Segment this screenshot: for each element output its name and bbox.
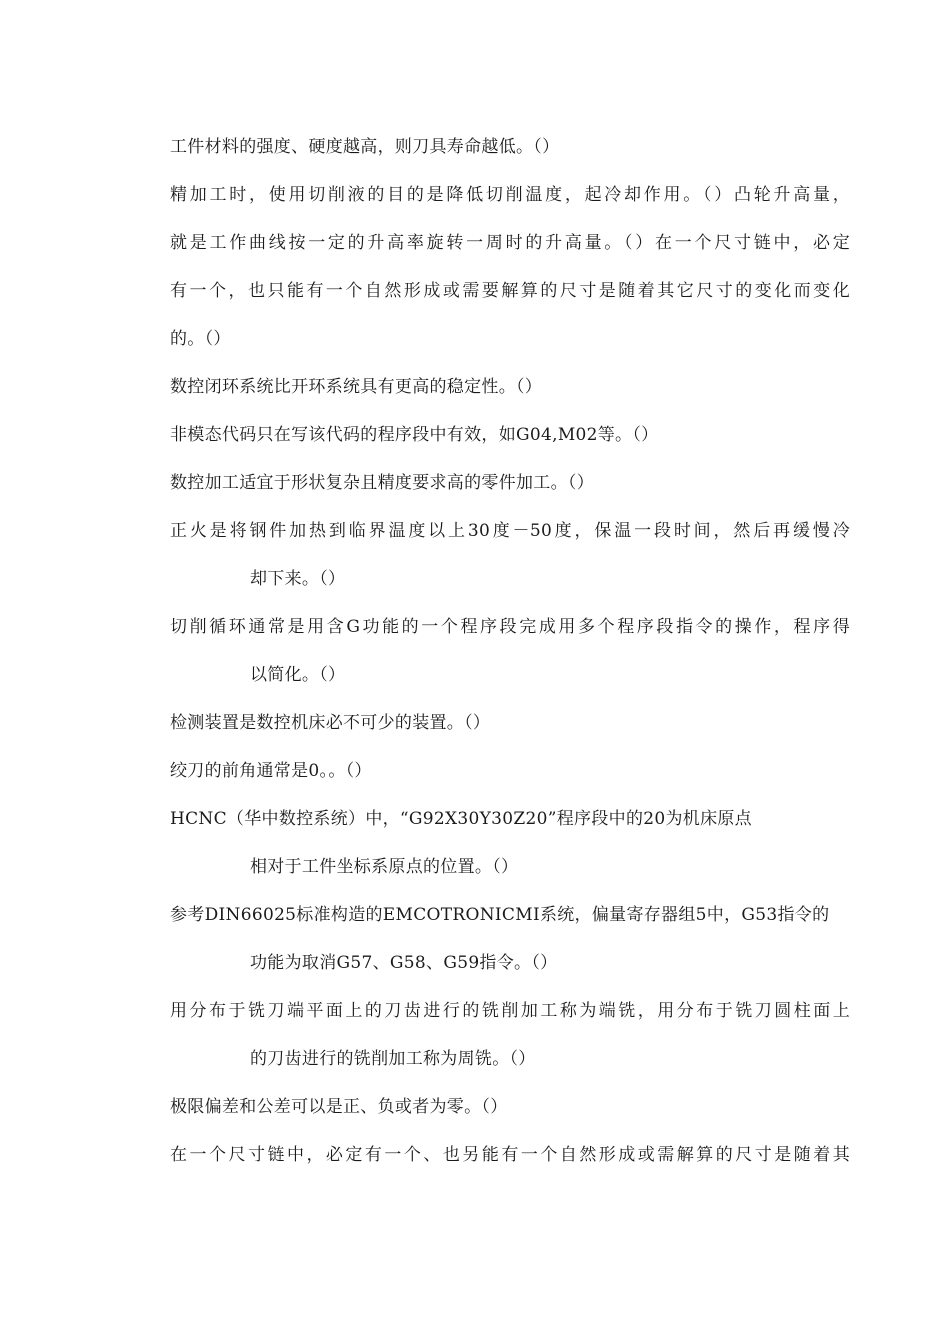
text-line-10: 却下来。（） xyxy=(250,569,346,589)
text-line-6: 数控闭环系统比开环系统具有更高的稳定性。（） xyxy=(170,377,543,397)
text-line-3: 就是工作曲线按一定的升高率旋转一周时的升高量。（）在一个尺寸链中，必定 xyxy=(170,233,850,253)
text-line-17: 参考DIN66025标准构造的EMCOTRONICMI系统，偏量寄存器组5中，G53指令的 xyxy=(170,905,830,925)
text-line-9: 正火是将钢件加热到临界温度以上30度－50度，保温一段时间，然后再缓慢冷 xyxy=(170,521,850,541)
text-line-19: 用分布于铣刀端平面上的刀齿进行的铣削加工称为端铣，用分布于铣刀圆柱面上 xyxy=(170,1001,850,1021)
text-line-20: 的刀齿进行的铣削加工称为周铣。（） xyxy=(250,1049,536,1069)
text-line-18: 功能为取消G57、G58、G59指令。（） xyxy=(250,953,558,973)
text-line-13: 检测装置是数控机床必不可少的装置。（） xyxy=(170,713,491,733)
text-line-8: 数控加工适宜于形状复杂且精度要求高的零件加工。（） xyxy=(170,473,594,493)
text-line-5: 的。（） xyxy=(170,329,231,349)
text-line-11: 切削循环通常是用含G功能的一个程序段完成用多个程序段指令的操作，程序得 xyxy=(170,617,850,637)
text-line-14: 绞刀的前角通常是0。。（） xyxy=(170,761,372,781)
text-line-16: 相对于工件坐标系原点的位置。（） xyxy=(250,857,519,877)
text-line-4: 有一个，也只能有一个自然形成或需要解算的尺寸是随着其它尺寸的变化而变化 xyxy=(170,281,850,301)
text-line-2: 精加工时，使用切削液的目的是降低切削温度，起冷却作用。（）凸轮升高量， xyxy=(170,185,850,205)
text-line-15: HCNC（华中数控系统）中，“G92X30Y30Z20”程序段中的20为机床原点 xyxy=(170,809,752,829)
text-line-1: 工件材料的强度、硬度越高，则刀具寿命越低。（） xyxy=(170,137,560,157)
text-line-21: 极限偏差和公差可以是正、负或者为零。（） xyxy=(170,1097,508,1117)
text-line-12: 以简化。（） xyxy=(250,665,346,685)
text-line-22: 在一个尺寸链中，必定有一个、也另能有一个自然形成或需解算的尺寸是随着其 xyxy=(170,1145,850,1165)
text-line-7: 非模态代码只在写该代码的程序段中有效，如G04,M02等。（） xyxy=(170,425,659,445)
